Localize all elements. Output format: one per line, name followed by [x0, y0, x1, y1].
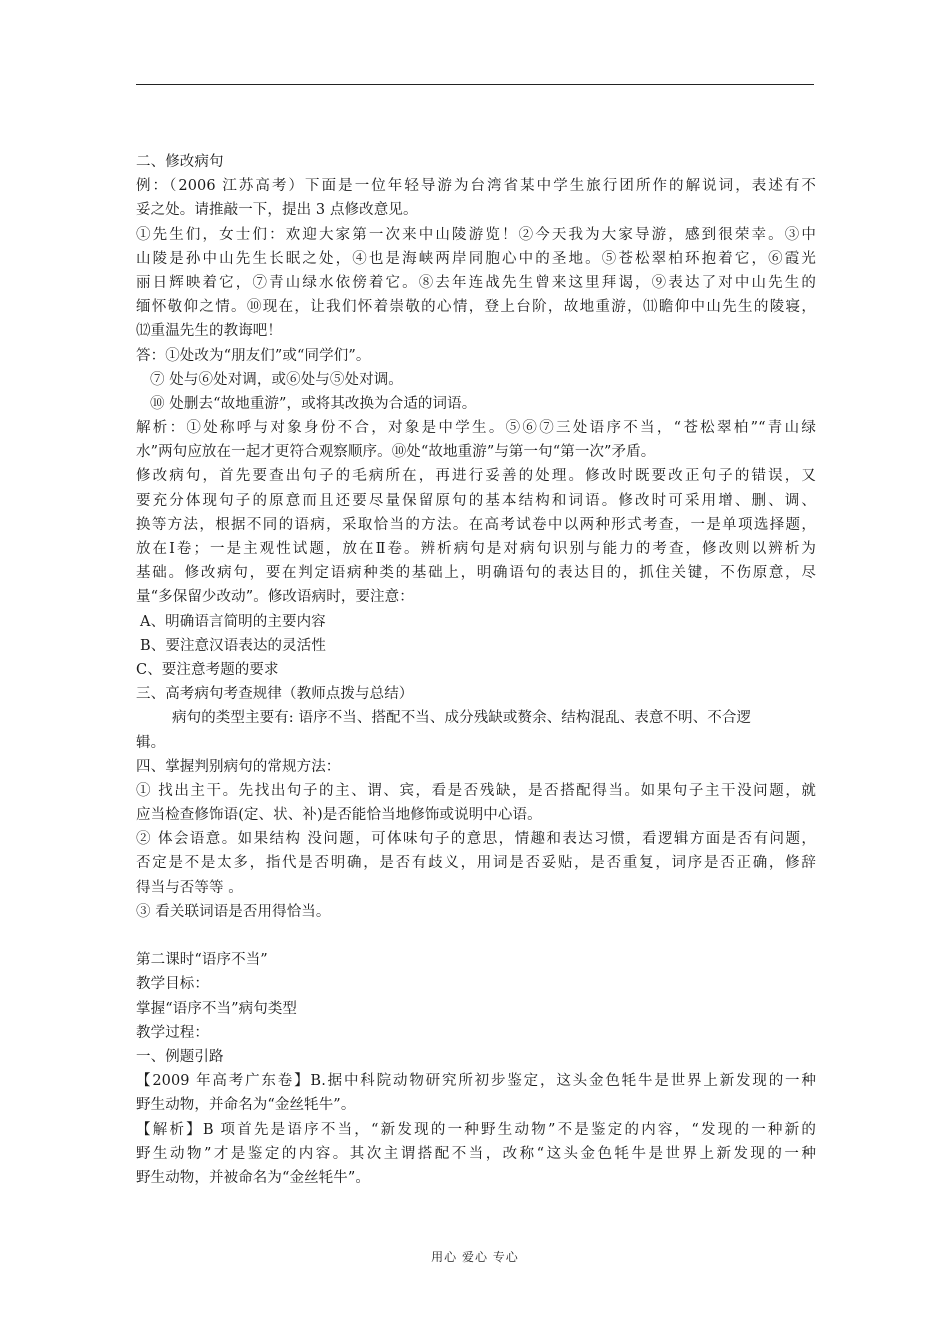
text-line: 野生动物，并被命名为“金丝牦牛”。: [136, 1169, 371, 1186]
text-line: 基础。修改病句，要在判定语病种类的基础上，明确语句的表达目的，抓住关键，不伤原意，尽: [136, 565, 816, 582]
text-line: 量“多保留少改动”。修改语病时，要注意：: [136, 589, 414, 606]
text-line: 妥之处。请推敲一下，提出 3 点修改意见。: [136, 202, 418, 219]
text-line: 修改病句，首先要查出句子的毛病所在，再进行妥善的处理。修改时既要改正句子的错误，又: [136, 468, 816, 485]
text-line: 换等方法，根据不同的语病，采取恰当的方法。在高考试卷中以两种形式考查，一是单项选择题，: [136, 516, 816, 533]
text-line: ⑩ 处删去“故地重游”，或将其改换为合适的词语。: [150, 395, 477, 412]
text-line: 掌握“语序不当”病句类型: [136, 1000, 298, 1017]
text-line: 野生动物”才是鉴定的内容。其次主谓搭配不当，改称“这头金色牦牛是世界上新发现的一种: [136, 1145, 816, 1162]
header-rule: [136, 84, 814, 85]
text-line: ⑿重温先生的教诲吧！: [136, 323, 282, 340]
text-line: 缅怀敬仰之情。⑩现在，让我们怀着崇敬的心情，登上台阶，故地重游，⑾瞻仰中山先生的陵寝，: [136, 299, 816, 316]
text-line: 【解析】B 项首先是语序不当，“新发现的一种野生动物”不是鉴定的内容，“发现的一种新的: [136, 1121, 816, 1138]
text-line: 要充分体现句子的原意而且还要尽量保留原句的基本结构和词语。修改时可采用增、删、调、: [136, 492, 816, 509]
blank-line: [136, 924, 816, 948]
text-line: 【2009 年高考广东卷】B.据中科院动物研究所初步鉴定，这头金色牦牛是世界上新发现的一种: [136, 1073, 816, 1090]
text-line: 一、例题引路: [136, 1048, 224, 1065]
text-line: A、明确语言简明的主要内容: [140, 613, 326, 630]
text-line: ①先生们，女士们：欢迎大家第一次来中山陵游览！②今天我为大家导游，感到很荣幸。③中: [136, 226, 816, 243]
document-body: [136, 150, 816, 1190]
text-line: ③ 看关联词语是否用得恰当。: [136, 903, 331, 920]
text-line: 解析：①处称呼与对象身份不合，对象是中学生。⑤⑥⑦三处语序不当，“苍松翠柏”“青山绿: [136, 420, 816, 437]
text-line: 答：①处改为“朋友们”或“同学们”。: [136, 347, 371, 364]
text-line: 教学目标：: [136, 976, 209, 993]
text-line: 辑。: [136, 734, 166, 751]
page-footer: 用心 爱心 专心: [431, 1250, 519, 1264]
text-line: 放在Ⅰ卷；一是主观性试题，放在Ⅱ卷。辨析病句是对病句识别与能力的考查，修改则以辨析为: [136, 541, 816, 557]
text-line: 丽日辉映着它，⑦青山绿水依傍着它。⑧去年连战先生曾来这里拜谒，⑨表达了对中山先生的: [136, 274, 816, 291]
text-line: 得当与否等等 。: [136, 879, 243, 896]
text-line: ⑦ 处与⑥处对调，或⑥处与⑤处对调。: [150, 371, 403, 388]
text-line: 四、掌握判别病句的常规方法：: [136, 758, 341, 775]
text-line: 第二课时“语序不当”: [136, 952, 268, 969]
text-line: ② 体会语意。如果结构 没问题，可体味句子的意思，情趣和表达习惯，看逻辑方面是否有问题，: [136, 831, 816, 848]
text-line: 病句的类型主要有: 语序不当、搭配不当、成分残缺或赘余、结构混乱、表意不明、不合逻: [172, 710, 752, 727]
text-line: 二、修改病句: [136, 154, 224, 170]
text-line: C、要注意考题的要求: [136, 661, 279, 678]
text-line: 教学过程：: [136, 1024, 209, 1041]
text-line: 例：（2006 江苏高考）下面是一位年轻导游为台湾省某中学生旅行团所作的解说词，表述有不: [136, 178, 816, 195]
text-line: 否定是不是太多，指代是否明确，是否有歧义，用词是否妥贴，是否重复，词序是否正确，修辞: [136, 855, 816, 872]
text-line: B、要注意汉语表达的灵活性: [140, 637, 326, 654]
text-line: 水”两句应放在一起才更符合观察顺序。⑩处“故地重游”与第一句“第一次”矛盾。: [136, 444, 656, 461]
text-line: ① 找出主干。先找出句子的主、谓、宾，看是否残缺，是否搭配得当。如果句子主干没问题，就: [136, 782, 816, 799]
text-line: 野生动物，并命名为“金丝牦牛”。: [136, 1097, 356, 1114]
text-line: 应当检查修饰语(定、状、补)是否能恰当地修饰或说明中心语。: [136, 807, 542, 824]
text-line: 三、高考病句考查规律（教师点拨与总结）: [136, 686, 414, 703]
text-line: 山陵是孙中山先生长眠之处，④也是海峡两岸同胞心中的圣地。⑤苍松翠柏环抱着它，⑥霞光: [136, 250, 816, 267]
